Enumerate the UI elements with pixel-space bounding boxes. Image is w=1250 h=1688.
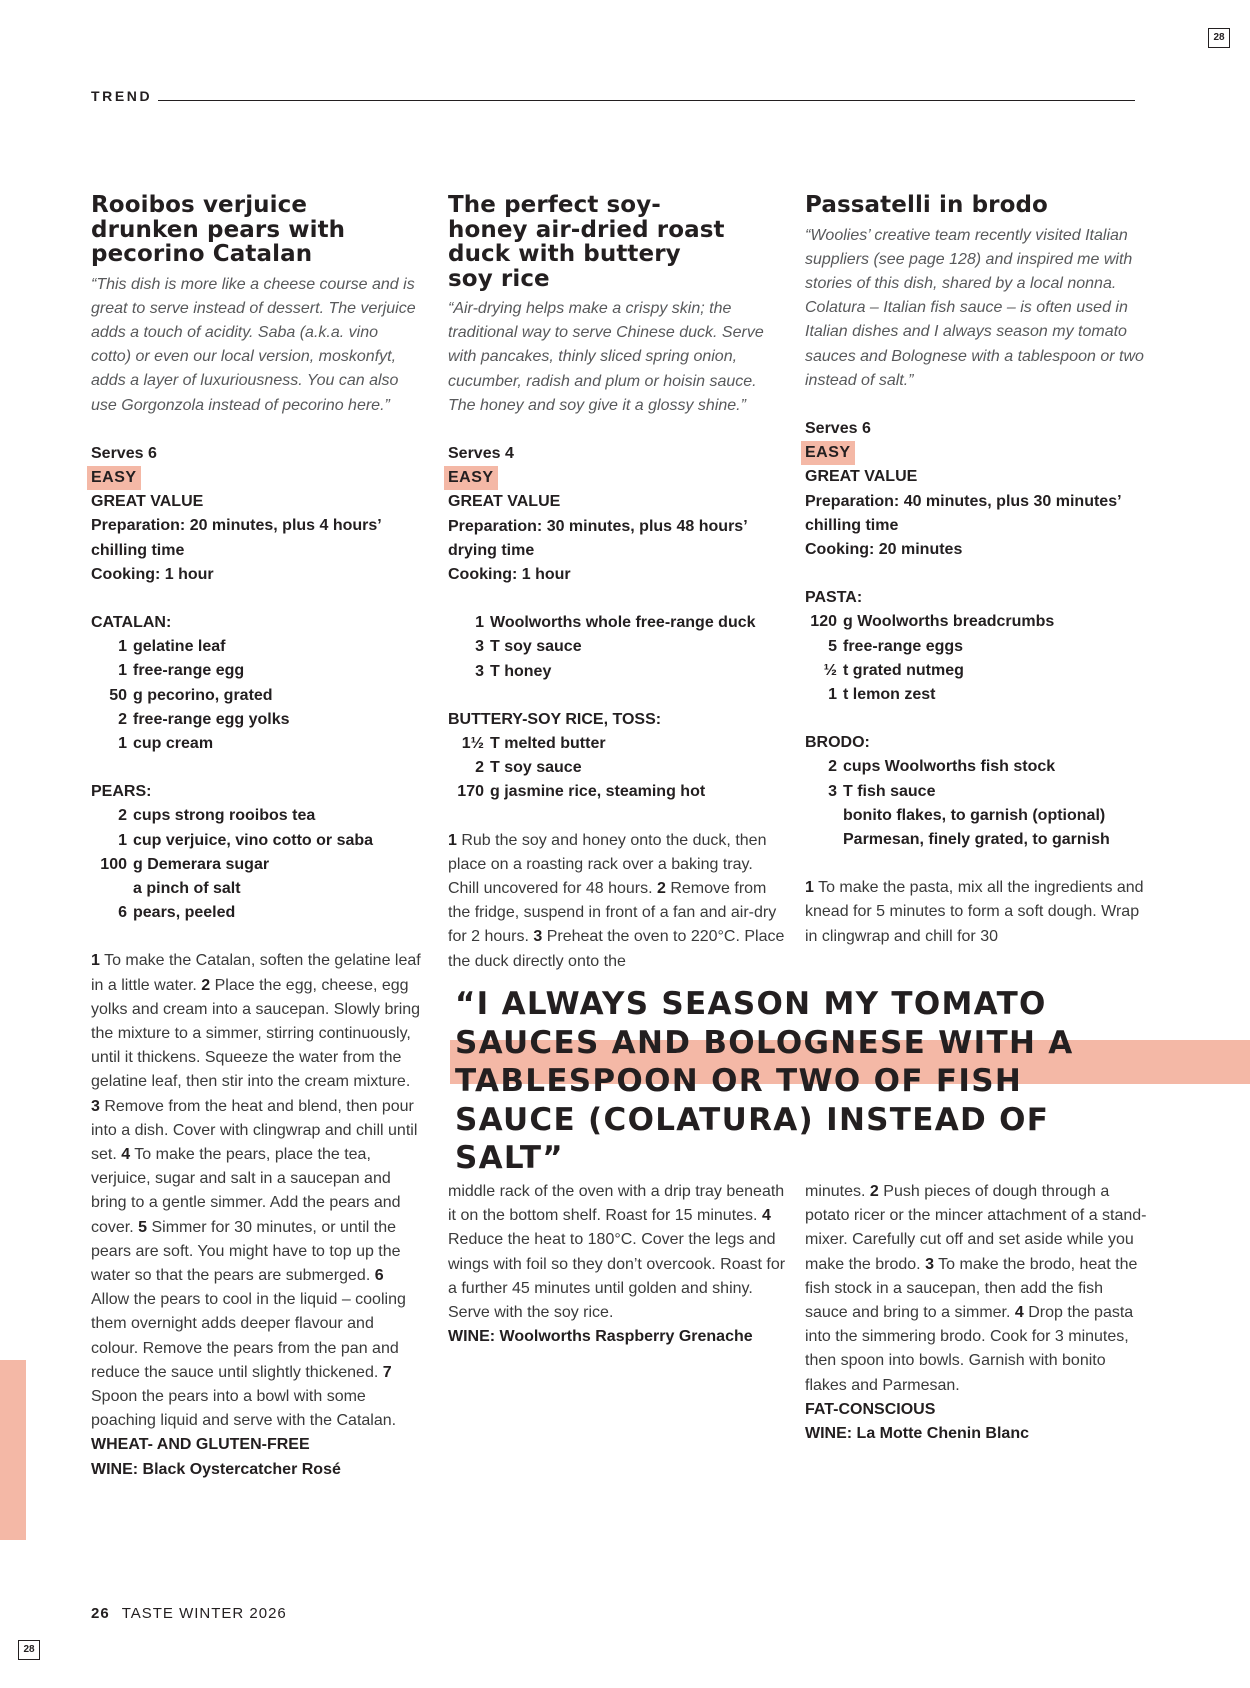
- recipe-column-passatelli-continued: [805, 1180, 1150, 1446]
- ingredient-group-heading: PASTA:: [805, 589, 863, 607]
- ingredient-group-heading: BRODO:: [805, 734, 870, 752]
- difficulty-badge: EASY: [444, 466, 498, 490]
- ingredient-item: [805, 659, 1150, 683]
- ingredient-text: Parmesan, finely grated, to garnish: [843, 830, 1110, 848]
- recipe-intro: “Air-drying helps make a crispy skin; the traditional way to serve Chinese duck. Serve with pancakes, thinly sliced spring onion, cucumber, radish and plum or hoisin sauce. The honey and soy give it a glossy shine.”: [448, 300, 764, 414]
- cooking-time: Cooking: 1 hour: [448, 566, 571, 584]
- ingredient-text: g jasmine rice, steaming hot: [490, 783, 706, 801]
- recipe-intro: “Woolies’ creative team recently visited Italian suppliers (see page 128) and inspired me with stories of this dish, shared by a local nonna. Colatura – Italian fish sauce – is often used in Italian dishes and I always season my tomato sauces and Bolognese with a tablespoon or two instead of salt.”: [805, 226, 1144, 389]
- wine-pairing: WINE: Woolworths Raspberry Grenache: [448, 1328, 753, 1346]
- ingredient-text: a pinch of salt: [133, 879, 241, 897]
- ingredient-text: Woolworths whole free-range duck: [490, 614, 756, 632]
- recipe-method-part2: [805, 1180, 1150, 1398]
- serves: Serves 6: [91, 444, 157, 462]
- step-text: To make the Catalan, soften the gelatine leaf in a little water.: [91, 952, 421, 994]
- ingredient-text: free-range egg: [133, 662, 245, 680]
- step-number: 3: [925, 1255, 934, 1273]
- step-text: Allow the pears to cool in the liquid – cooling them overnight adds deeper flavour and colour. Remove the pears from the pan and reduce the sauce until slightly thickened.: [91, 1291, 406, 1381]
- ingredient-quantity: [91, 877, 127, 901]
- wine-pairing: WINE: Black Oystercatcher Rosé: [91, 1460, 341, 1478]
- section-divider: [158, 100, 1135, 101]
- ingredient-quantity: 1: [118, 662, 127, 680]
- recipe-tags: [805, 1398, 1150, 1446]
- ingredient-quantity: 1: [118, 638, 127, 656]
- step-text: Push pieces of dough through a potato ricer or the mincer attachment of a stand-mixer. Carefully cut off and set aside while you make the brodo.: [805, 1183, 1147, 1273]
- ingredient-item: [91, 684, 421, 708]
- wine-pairing: WINE: La Motte Chenin Blanc: [805, 1425, 1029, 1443]
- ingredient-text: cups Woolworths fish stock: [843, 758, 1056, 776]
- cooking-time: Cooking: 20 minutes: [805, 540, 963, 558]
- ingredient-item: [805, 780, 1150, 804]
- ingredient-text: g Woolworths breadcrumbs: [843, 613, 1055, 631]
- ingredient-quantity: 1: [118, 831, 127, 849]
- value-label: GREAT VALUE: [805, 468, 918, 486]
- step-number: 7: [382, 1363, 392, 1381]
- preparation-time: Preparation: 40 minutes, plus 30 minutes’ chilling time: [805, 492, 1121, 534]
- step-text: middle rack of the oven with a drip tray beneath it on the bottom shelf. Roast for 15 minutes.: [448, 1183, 785, 1225]
- step-text: Spoon the pears into a bowl with some poaching liquid and serve with the Catalan.: [91, 1388, 397, 1430]
- ingredient-text: cup verjuice, vino cotto or saba: [133, 831, 374, 849]
- ingredient-item: [448, 732, 788, 756]
- ingredient-list: [805, 586, 1150, 852]
- ingredient-item: [805, 683, 1150, 707]
- step-text: To make the pears, place the tea, verjuice, sugar and salt in a saucepan and bring to a gentle simmer. Add the pears and cover.: [91, 1146, 401, 1236]
- dietary-tag: WHEAT- AND GLUTEN-FREE: [91, 1436, 310, 1454]
- ingredient-quantity: 3: [475, 638, 484, 656]
- dietary-tag: FAT-CONSCIOUS: [805, 1400, 936, 1418]
- recipe-title: The perfect soy-honey air-dried roast duck with buttery soy rice: [448, 192, 725, 292]
- ingredient-item: [805, 610, 1150, 634]
- ingredient-text: bonito flakes, to garnish (optional): [843, 806, 1106, 824]
- value-label: GREAT VALUE: [448, 493, 561, 511]
- ingredient-quantity: 2: [118, 807, 127, 825]
- step-number: 3: [91, 1097, 100, 1115]
- ingredient-item: [91, 853, 421, 877]
- ingredient-quantity: 50: [109, 686, 127, 704]
- step-number: 1: [91, 952, 100, 970]
- ingredient-quantity: ½: [823, 661, 837, 679]
- ingredient-quantity: 2: [475, 759, 484, 777]
- step-text: Place the egg, cheese, egg yolks and cream into a saucepan. Slowly bring the mixture to a simmer, stirring continuously, until it thickens. Squeeze the water from the gelatine leaf, then stir into the cream mixture.: [91, 976, 421, 1091]
- step-number: 4: [1014, 1304, 1024, 1322]
- page-edge-accent: [0, 1360, 26, 1540]
- preparation-time: Preparation: 30 minutes, plus 48 hours’ drying time: [448, 517, 747, 559]
- ingredient-item: [448, 611, 788, 635]
- ingredient-item: [805, 635, 1150, 659]
- ingredient-group-heading: PEARS:: [91, 783, 152, 801]
- recipe-meta: [805, 417, 1150, 562]
- ingredient-quantity: [805, 828, 837, 852]
- step-text: Preheat the oven to 220°C. Place the duck directly onto the: [448, 928, 785, 970]
- step-number: 1: [448, 831, 457, 849]
- cooking-time: Cooking: 1 hour: [91, 565, 214, 583]
- recipe-method-part1: [805, 876, 1150, 949]
- step-text: Simmer for 30 minutes, or until the pears are soft. You might have to top up the water so that the pears are submerged.: [91, 1218, 401, 1285]
- page-number: 26: [91, 1605, 110, 1622]
- ingredient-quantity: 1: [118, 734, 127, 752]
- ingredient-item: [448, 660, 788, 684]
- ingredient-text: cup cream: [133, 734, 214, 752]
- ingredient-quantity: 2: [828, 758, 837, 776]
- step-text: Remove from the fridge, suspend in front of a fan and air-dry for 2 hours.: [448, 880, 777, 946]
- ingredient-quantity: 6: [118, 904, 127, 922]
- ingredient-quantity: 1: [475, 614, 484, 632]
- step-number: 3: [533, 928, 543, 946]
- step-text: Drop the pasta into the simmering brodo. Cook for 3 minutes, then spoon into bowls. Garnish with bonito flakes and Parmesan.: [805, 1304, 1134, 1394]
- ingredient-text: pears, peeled: [133, 904, 236, 922]
- recipe-method-part1: [448, 829, 788, 974]
- ingredient-text: t lemon zest: [843, 685, 936, 703]
- ingredient-item: [91, 901, 421, 925]
- difficulty-badge: EASY: [801, 441, 855, 465]
- recipe-tags: [448, 1325, 788, 1349]
- step-text: Reduce the heat to 180°C. Cover the legs and wings with foil so they don’t overcook. Roast for a further 45 minutes until golden and shiny. Serve with the soy rice.: [448, 1231, 786, 1322]
- ingredient-text: free-range eggs: [843, 637, 964, 655]
- recipe-method: [91, 949, 421, 1433]
- recipe-column-rooibos-pears: [91, 193, 421, 1482]
- ingredient-quantity: 1: [828, 685, 837, 703]
- recipe-method-part2: [448, 1180, 788, 1325]
- step-text: To make the pasta, mix all the ingredients and knead for 5 minutes to form a soft dough. Wrap in clingwrap and chill for 30: [805, 879, 1144, 945]
- recipe-column-roast-duck-continued: [448, 1180, 788, 1349]
- ingredient-item: [448, 756, 788, 780]
- step-text: Rub the soy and honey onto the duck, then place on a roasting rack over a baking tray. Chill uncovered for 48 hours.: [448, 831, 767, 898]
- recipe-column-roast-duck: [448, 193, 788, 974]
- ingredient-list: [91, 611, 421, 925]
- section-label: TREND: [91, 88, 153, 104]
- ingredient-text: T fish sauce: [843, 782, 936, 800]
- recipe-tags: [91, 1433, 421, 1481]
- ingredient-quantity: 1½: [461, 735, 484, 753]
- recipe-title: Rooibos verjuice drunken pears with pecorino Catalan: [91, 192, 346, 267]
- step-text: minutes.: [805, 1183, 870, 1200]
- ingredient-item: [805, 804, 1150, 828]
- ingredient-item: [91, 708, 421, 732]
- page-footer: [91, 1605, 287, 1622]
- page-marker-top: 28: [1208, 28, 1230, 48]
- ingredient-text: T soy sauce: [490, 638, 582, 656]
- step-number: 5: [138, 1218, 148, 1236]
- serves: Serves 6: [805, 419, 871, 437]
- step-number: 4: [761, 1207, 771, 1225]
- ingredient-item: [448, 780, 788, 804]
- recipe-meta: [448, 442, 788, 587]
- ingredient-quantity: 170: [457, 783, 484, 801]
- step-number: 1: [805, 879, 814, 897]
- ingredient-item: [91, 829, 421, 853]
- ingredient-text: g pecorino, grated: [133, 686, 273, 704]
- step-text: To make the brodo, heat the fish stock in a saucepan, then add the fish sauce and bring to a simmer.: [805, 1255, 1138, 1322]
- difficulty-badge: EASY: [87, 466, 141, 490]
- ingredient-text: T soy sauce: [490, 759, 582, 777]
- recipe-title: Passatelli in brodo: [805, 192, 1048, 218]
- ingredient-item: [91, 635, 421, 659]
- pull-quote: “I ALWAYS SEASON MY TOMATO SAUCES AND BOLOGNESE WITH A TABLESPOON OR TWO OF FISH SAUCE (COLATURA) INSTEAD OF SALT”: [455, 986, 1074, 1176]
- ingredient-item: [805, 828, 1150, 852]
- ingredient-list: [448, 611, 788, 804]
- ingredient-item: [805, 755, 1150, 779]
- recipe-column-passatelli: [805, 193, 1150, 949]
- ingredient-quantity: [805, 804, 837, 828]
- value-label: GREAT VALUE: [91, 493, 204, 511]
- ingredient-text: gelatine leaf: [133, 638, 226, 656]
- step-number: 6: [374, 1267, 384, 1285]
- step-number: 4: [121, 1146, 131, 1163]
- ingredient-group-heading: BUTTERY-SOY RICE, TOSS:: [448, 710, 662, 728]
- step-number: 2: [657, 880, 666, 898]
- ingredient-item: [91, 732, 421, 756]
- ingredient-item: [448, 635, 788, 659]
- ingredient-text: free-range egg yolks: [133, 710, 290, 728]
- step-number: 2: [201, 976, 211, 994]
- page-marker-bottom: 28: [18, 1640, 40, 1660]
- ingredient-text: T honey: [490, 662, 552, 680]
- ingredient-quantity: 3: [828, 782, 837, 800]
- ingredient-item: [91, 804, 421, 828]
- ingredient-quantity: 3: [475, 662, 484, 680]
- serves: Serves 4: [448, 445, 514, 463]
- ingredient-quantity: 120: [810, 613, 837, 631]
- recipe-intro: “This dish is more like a cheese course and is great to serve instead of dessert. The verjuice adds a touch of acidity. Saba (a.k.a. vino cotto) or even our local version, moskonfyt, adds a layer of luxuriousness. You can also use Gorgonzola instead of pecorino here.”: [91, 275, 416, 414]
- ingredient-text: T melted butter: [490, 735, 606, 753]
- recipe-meta: [91, 442, 421, 587]
- step-number: 2: [869, 1183, 879, 1200]
- step-text: Remove from the heat and blend, then pour into a dish. Cover with clingwrap and chill until set.: [91, 1097, 418, 1163]
- ingredient-quantity: 2: [118, 710, 127, 728]
- ingredient-item: [91, 877, 421, 901]
- ingredient-quantity: 100: [100, 855, 127, 873]
- ingredient-text: g Demerara sugar: [133, 855, 270, 873]
- preparation-time: Preparation: 20 minutes, plus 4 hours’ chilling time: [91, 517, 381, 559]
- ingredient-text: cups strong rooibos tea: [133, 807, 316, 825]
- ingredient-quantity: 5: [828, 637, 837, 655]
- ingredient-group-heading: CATALAN:: [91, 613, 172, 631]
- publication-name: TASTE WINTER 2026: [121, 1605, 287, 1622]
- ingredient-item: [91, 659, 421, 683]
- ingredient-text: t grated nutmeg: [843, 661, 964, 679]
